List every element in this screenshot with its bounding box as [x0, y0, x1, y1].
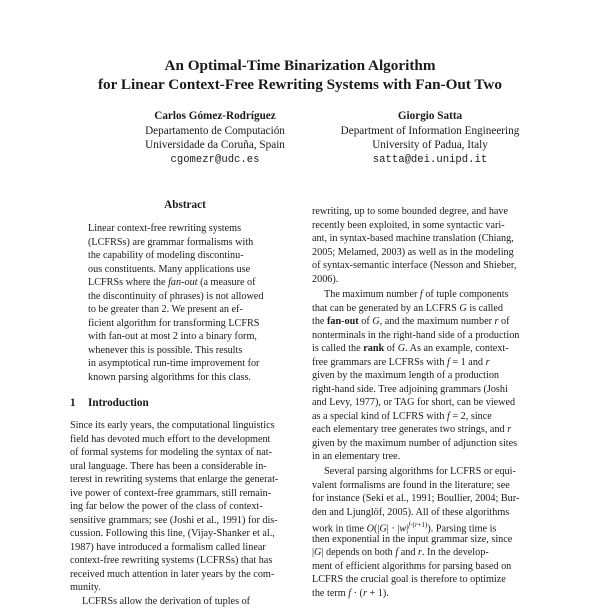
title-line-2: for Linear Context-Free Rewriting Systems with Fan-Out Two [98, 76, 502, 93]
abstract-line: Linear context-free rewriting systems [88, 223, 242, 234]
paper-title [0, 56, 600, 94]
body-line: 2006). [312, 273, 339, 285]
body-line: ment of efficient algorithms for parsing based on [312, 560, 512, 572]
body-line: LCFRS the crucial goal is therefore to optimize [312, 574, 506, 585]
body-line: of syntax-semantic interface (Nesson and Shieber, [312, 260, 517, 271]
body-line: Since its early years, the computational linguistics [70, 420, 275, 431]
body-line: that can be generated by an LCFRS G is called [312, 302, 503, 314]
author-affiliation: University of Padua, Italy [372, 139, 488, 151]
author-block-2 [310, 109, 550, 167]
body-line: the term f · (r + 1). [312, 587, 389, 599]
body-line: sensitive grammars; see (Joshi et al., 1991) for dis- [70, 514, 278, 526]
body-line: The maximum number f of tuple components [324, 289, 509, 300]
abstract-line: known parsing algorithms for this class. [88, 371, 251, 383]
body-line: valent formalisms are found in the literature; see [312, 479, 510, 491]
body-line: ural language. There has been a considerable in- [70, 460, 267, 472]
body-line: ant, in syntax-based machine translation (Chiang, [312, 233, 514, 244]
abstract-line: to be greater than 2. We present an ef- [88, 304, 243, 315]
body-line: each elementary tree generates two strings, and r [312, 424, 512, 435]
body-line: ing far below the power of the class of context- [70, 501, 263, 512]
abstract-line: in asymptotical run-time improvement for [88, 358, 260, 369]
body-line: is called the rank of G. As an example, context- [312, 343, 509, 354]
body-line: given by the maximum number of adjunction sites [312, 437, 518, 449]
abstract-line: ficient algorithm for transforming LCFRS [88, 317, 260, 329]
abstract-line: (LCFRSs) are grammar formalisms with [88, 236, 254, 248]
body-line: given by the maximum length of a production [312, 370, 500, 381]
body-line: as a special kind of LCFRS with f = 2, since [312, 410, 492, 422]
author-name: Carlos Gómez-Rodríguez [154, 110, 276, 122]
body-line: cussion. Following this line, (Vijay-Shanker et al., [70, 528, 275, 539]
body-line: nonterminals in the right-hand side of a production [312, 329, 520, 341]
body-line: recently been exploited, in some syntactic vari- [312, 219, 505, 231]
body-line: right-hand side. Tree adjoining grammars (Joshi [312, 383, 508, 395]
section-heading [70, 397, 149, 409]
body-line: 1987) have introduced a formalism called linear [70, 541, 266, 553]
abstract-line: ous constituents. Many applications use [88, 263, 251, 275]
body-line: den and Ljunglöf, 2005). All of these algorithms [312, 506, 510, 518]
section-title: Introduction [88, 397, 149, 409]
body-line: LCFRSs allow the derivation of tuples of [82, 595, 251, 607]
abstract-line: LCFRSs where the fan-out (a measure of [88, 277, 256, 288]
body-line: of formal systems for modeling the syntax of nat- [70, 447, 273, 458]
body-line: in an elementary tree. [312, 451, 401, 462]
title-line-1: An Optimal-Time Binarization Algorithm [164, 57, 436, 74]
body-line: the fan-out of G, and the maximum number r of [312, 316, 510, 327]
body-line: 2005; Melamed, 2003) as well as in the modeling [312, 246, 514, 258]
author-email[interactable]: satta@dei.unipd.it [372, 153, 488, 166]
abstract-line: whenever this is possible. This results [88, 344, 243, 356]
body-line: then exponential in the input grammar size, since [312, 533, 513, 545]
abstract-line: the capability of modeling discontinu- [88, 250, 244, 261]
author-affiliation: Universidade da Coruña, Spain [145, 139, 285, 151]
abstract-line: the discontinuity of phrases) is not allowed [88, 290, 264, 302]
body-line: and Levy, 1977), or TAG for short, can be viewed [312, 397, 516, 408]
section-number: 1 [70, 397, 76, 409]
body-line: munity. [70, 582, 101, 593]
body-line: work in time $O(|G| \cdot |w|^{f\cdot(r+1)})$. Parsing time is [312, 521, 497, 535]
body-line: free grammars are LCFRSs with f = 1 and r [312, 356, 490, 368]
author-email[interactable]: cgomezr@udc.es [170, 153, 260, 166]
body-line: context-free rewriting systems (LCFRSs) that has [70, 555, 273, 566]
body-line: |G| depends on both f and r. In the develop- [312, 547, 489, 558]
body-line: field has devoted much effort to the development [70, 433, 271, 445]
author-affiliation: Departamento de Computación [145, 124, 285, 137]
body-line: for instance (Seki et al., 1991; Boullier, 2004; Bur- [312, 493, 520, 504]
body-line: Several parsing algorithms for LCFRS or equi- [324, 466, 516, 477]
body-line: ive power of context-free grammars, still remain- [70, 487, 272, 499]
author-name: Giorgio Satta [397, 110, 463, 122]
abstract-heading: Abstract [164, 199, 206, 211]
abstract-line: with fan-out at most 2 into a binary form, [88, 331, 257, 342]
author-block-1 [100, 109, 330, 167]
body-line: rewriting, up to some bounded degree, and have [312, 206, 509, 217]
body-line: received much attention in later years by the com- [70, 568, 275, 580]
body-line: terest in rewriting systems that enlarge the generat- [70, 474, 279, 485]
author-affiliation: Department of Information Engineering [340, 124, 520, 137]
